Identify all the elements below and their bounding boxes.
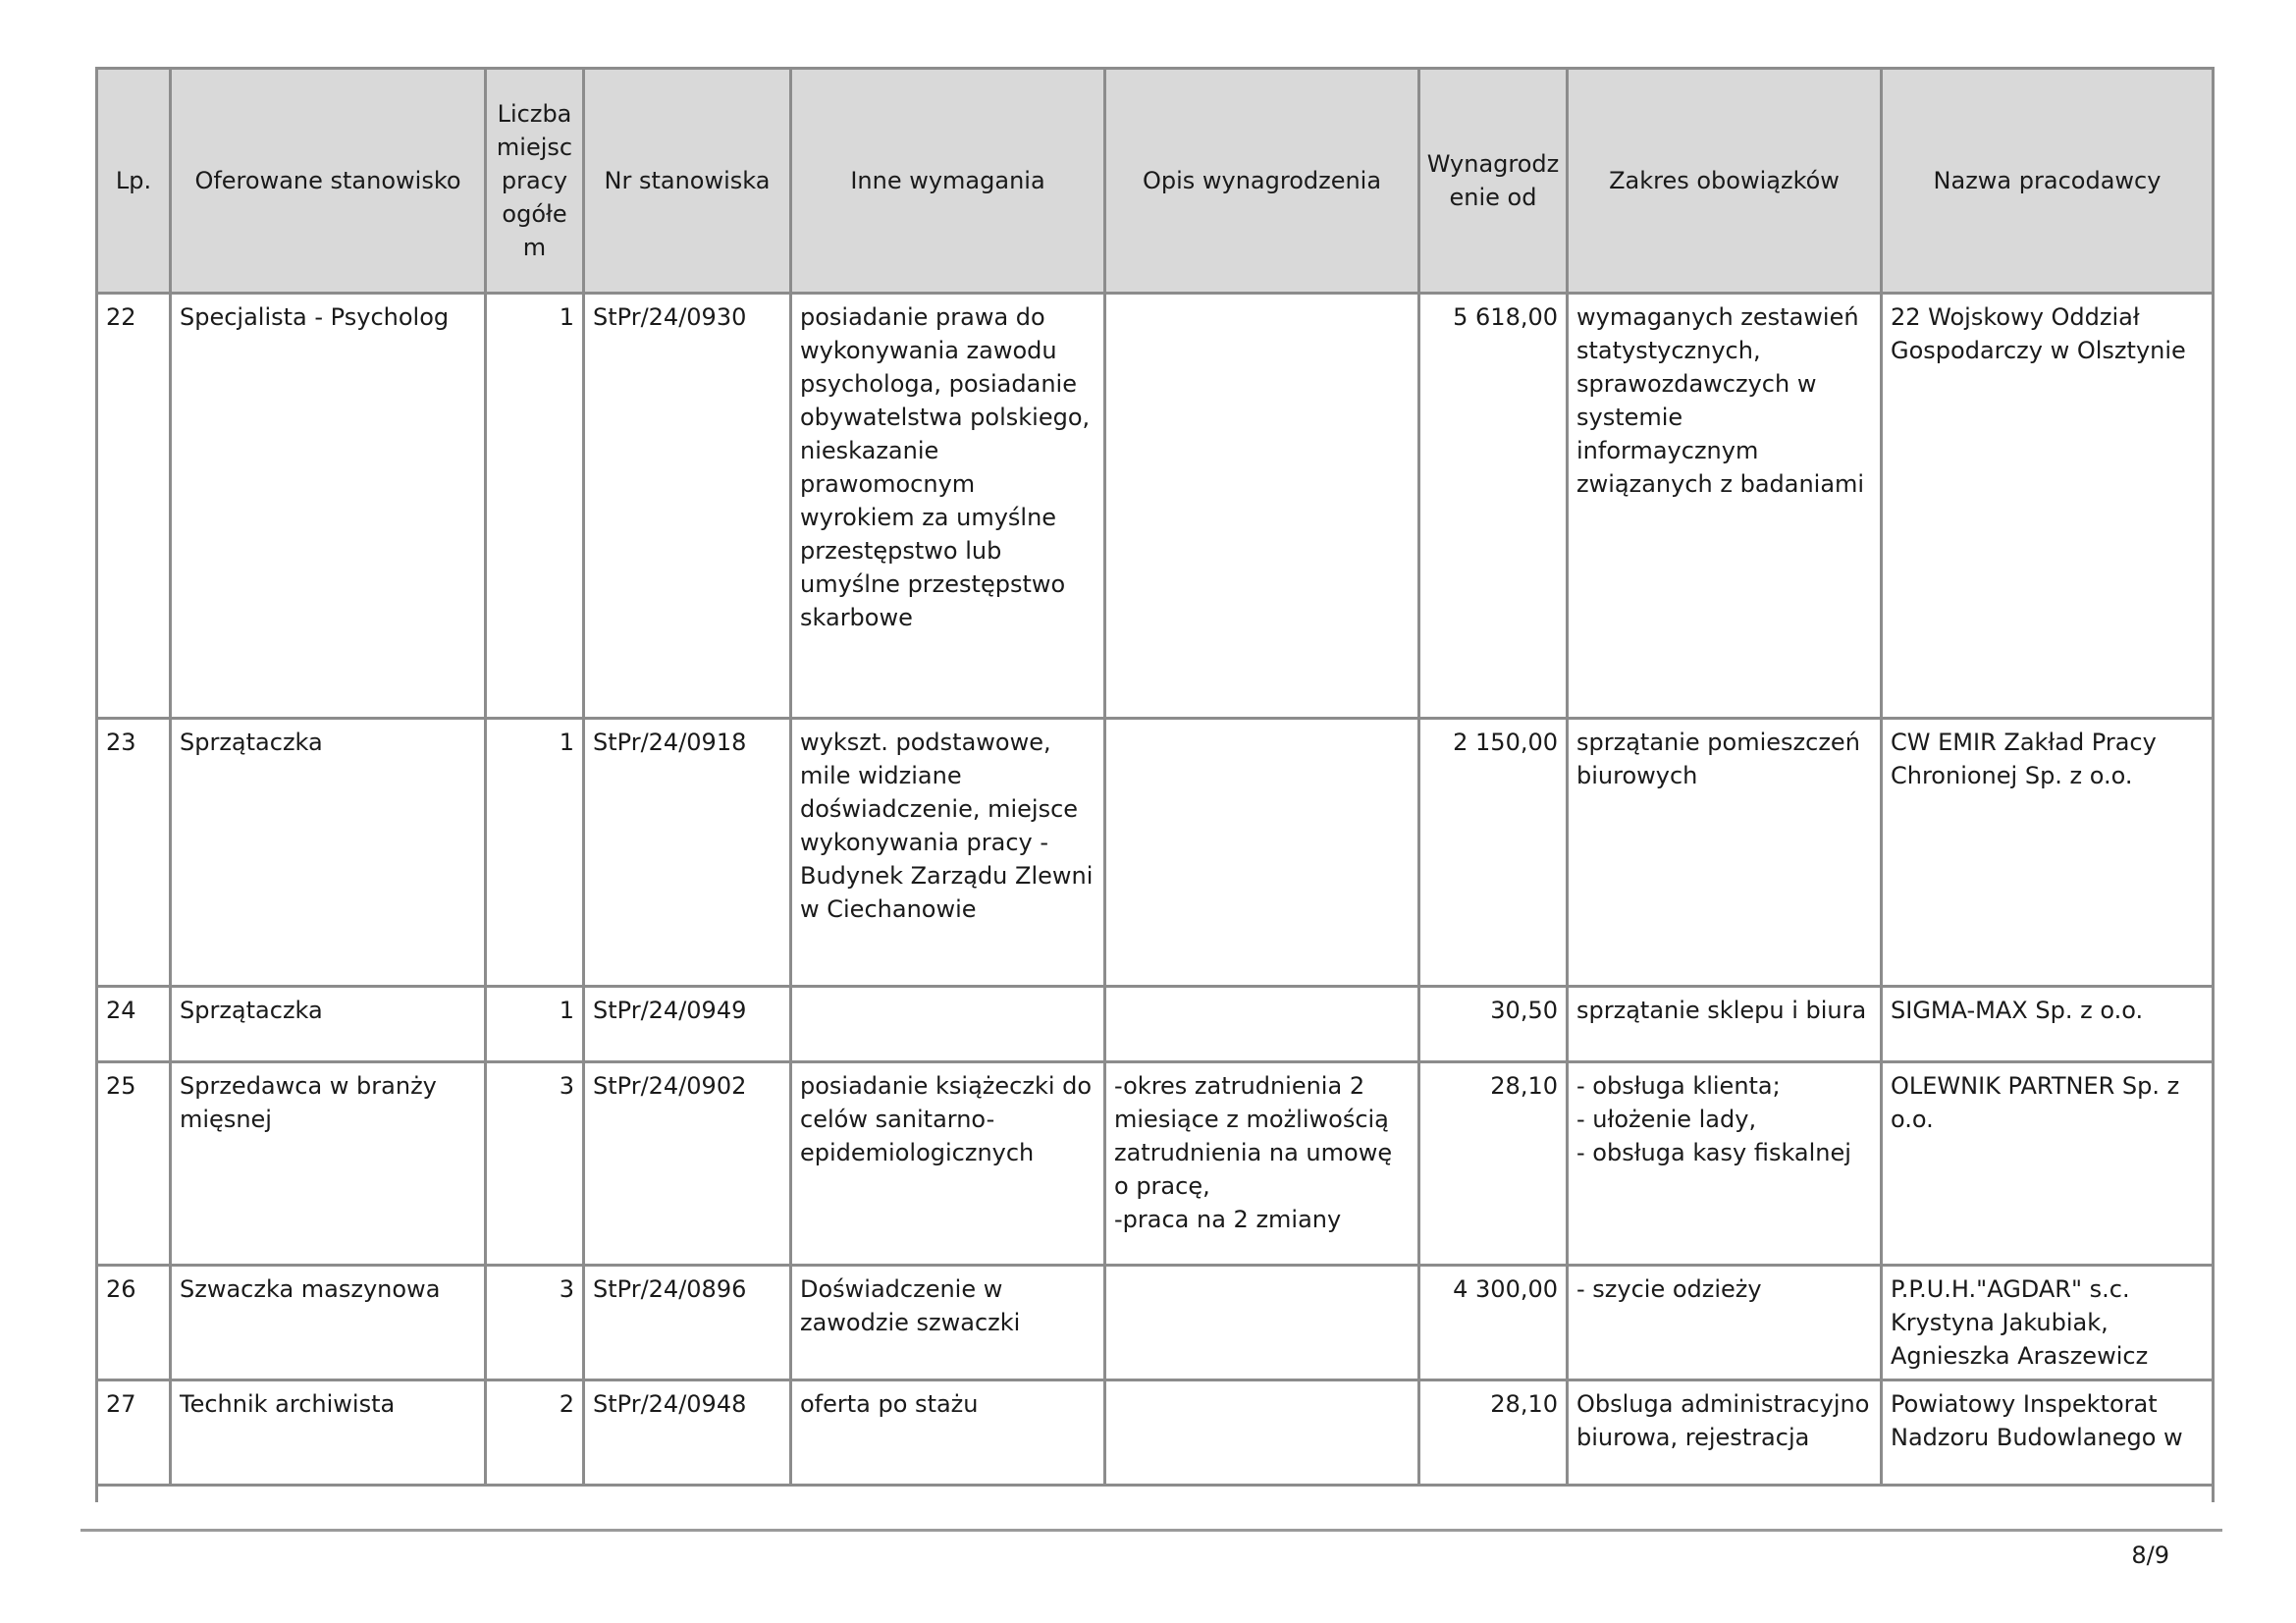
cell-code: StPr/24/0902	[584, 1062, 791, 1266]
cell-position: Technik archiwista	[171, 1380, 486, 1486]
cell-salary-from: 28,10	[1419, 1062, 1568, 1266]
header-salary-from: Wynagrodz enie od	[1419, 69, 1568, 294]
cell-employer: Powiatowy Inspektorat Nadzoru Budowlanego w	[1882, 1380, 2214, 1486]
cell-lp: 27	[97, 1380, 171, 1486]
table-row	[97, 1062, 2214, 1266]
cell-requirements: oferta po stażu	[791, 1380, 1105, 1486]
table-row	[97, 987, 2214, 1062]
header-salary-desc: Opis wynagrodzenia	[1105, 69, 1419, 294]
cell-salary-desc: -okres zatrudnienia 2 miesiące z możliwością zatrudnienia na umowę o pracę, -praca na 2 zmiany	[1105, 1062, 1419, 1266]
cell-salary-from: 5 618,00	[1419, 294, 1568, 719]
cell-count: 3	[486, 1062, 584, 1266]
cell-salary-from: 4 300,00	[1419, 1266, 1568, 1380]
header-row	[97, 69, 2214, 294]
cell-salary-desc	[1105, 987, 1419, 1062]
cell-code: StPr/24/0896	[584, 1266, 791, 1380]
table-row	[97, 294, 2214, 719]
cell-position: Sprzątaczka	[171, 987, 486, 1062]
cell-employer: P.P.U.H."AGDAR" s.c. Krystyna Jakubiak, Agnieszka Araszewicz	[1882, 1266, 2214, 1380]
job-offers-table-container	[95, 67, 2212, 1502]
cell-duties: - szycie odzieży	[1568, 1266, 1882, 1380]
cell-code: StPr/24/0949	[584, 987, 791, 1062]
cell-salary-from: 2 150,00	[1419, 719, 1568, 987]
header-duties: Zakres obowiązków	[1568, 69, 1882, 294]
cell-count: 1	[486, 987, 584, 1062]
cell-salary-desc	[1105, 1266, 1419, 1380]
cell-code: StPr/24/0930	[584, 294, 791, 719]
cell-count: 1	[486, 294, 584, 719]
cell-duties: wymaganych zestawień statystycznych, sprawozdawczych w systemie informaycznym związanych z badaniami	[1568, 294, 1882, 719]
cell-salary-desc	[1105, 1380, 1419, 1486]
cell-requirements	[791, 987, 1105, 1062]
table-continuation-cell	[97, 1486, 2214, 1503]
cell-lp: 23	[97, 719, 171, 987]
job-offers-table	[95, 67, 2215, 1502]
header-position: Oferowane stanowisko	[171, 69, 486, 294]
cell-salary-desc	[1105, 294, 1419, 719]
table-row	[97, 1380, 2214, 1486]
cell-salary-desc	[1105, 719, 1419, 987]
header-employer: Nazwa pracodawcy	[1882, 69, 2214, 294]
cell-employer: 22 Wojskowy Oddział Gospodarczy w Olsztynie	[1882, 294, 2214, 719]
table-continuation	[97, 1486, 2214, 1503]
page-number: 8/9	[2131, 1542, 2169, 1569]
cell-requirements: Doświadczenie w zawodzie szwaczki	[791, 1266, 1105, 1380]
header-requirements: Inne wymagania	[791, 69, 1105, 294]
footer-divider	[80, 1529, 2222, 1532]
cell-position: Specjalista - Psycholog	[171, 294, 486, 719]
cell-salary-from: 28,10	[1419, 1380, 1568, 1486]
cell-code: StPr/24/0918	[584, 719, 791, 987]
cell-position: Szwaczka maszynowa	[171, 1266, 486, 1380]
cell-lp: 25	[97, 1062, 171, 1266]
header-code: Nr stanowiska	[584, 69, 791, 294]
cell-position: Sprzedawca w branży mięsnej	[171, 1062, 486, 1266]
cell-requirements: posiadanie książeczki do celów sanitarno-epidemiologicznych	[791, 1062, 1105, 1266]
cell-code: StPr/24/0948	[584, 1380, 791, 1486]
cell-duties: - obsługa klienta; - ułożenie lady, - obsługa kasy fiskalnej	[1568, 1062, 1882, 1266]
cell-employer: SIGMA-MAX Sp. z o.o.	[1882, 987, 2214, 1062]
cell-lp: 24	[97, 987, 171, 1062]
table-row	[97, 1266, 2214, 1380]
cell-duties: sprzątanie pomieszczeń biurowych	[1568, 719, 1882, 987]
cell-requirements: posiadanie prawa do wykonywania zawodu psychologa, posiadanie obywatelstwa polskiego, nieskazanie prawomocnym wyrokiem za umyślne przestępstwo lub umyślne przestępstwo skarbowe	[791, 294, 1105, 719]
cell-count: 3	[486, 1266, 584, 1380]
cell-position: Sprzątaczka	[171, 719, 486, 987]
cell-count: 1	[486, 719, 584, 987]
cell-employer: CW EMIR Zakład Pracy Chronionej Sp. z o.o.	[1882, 719, 2214, 987]
cell-lp: 26	[97, 1266, 171, 1380]
cell-salary-from: 30,50	[1419, 987, 1568, 1062]
cell-lp: 22	[97, 294, 171, 719]
table-row	[97, 719, 2214, 987]
header-count: Liczba miejsc pracy ogółe m	[486, 69, 584, 294]
cell-duties: sprzątanie sklepu i biura	[1568, 987, 1882, 1062]
cell-duties: Obsluga administracyjno biurowa, rejestracja	[1568, 1380, 1882, 1486]
cell-count: 2	[486, 1380, 584, 1486]
header-lp: Lp.	[97, 69, 171, 294]
cell-requirements: wykszt. podstawowe, mile widziane doświadczenie, miejsce wykonywania pracy - Budynek Zarządu Zlewni w Ciechanowie	[791, 719, 1105, 987]
cell-employer: OLEWNIK PARTNER Sp. z o.o.	[1882, 1062, 2214, 1266]
